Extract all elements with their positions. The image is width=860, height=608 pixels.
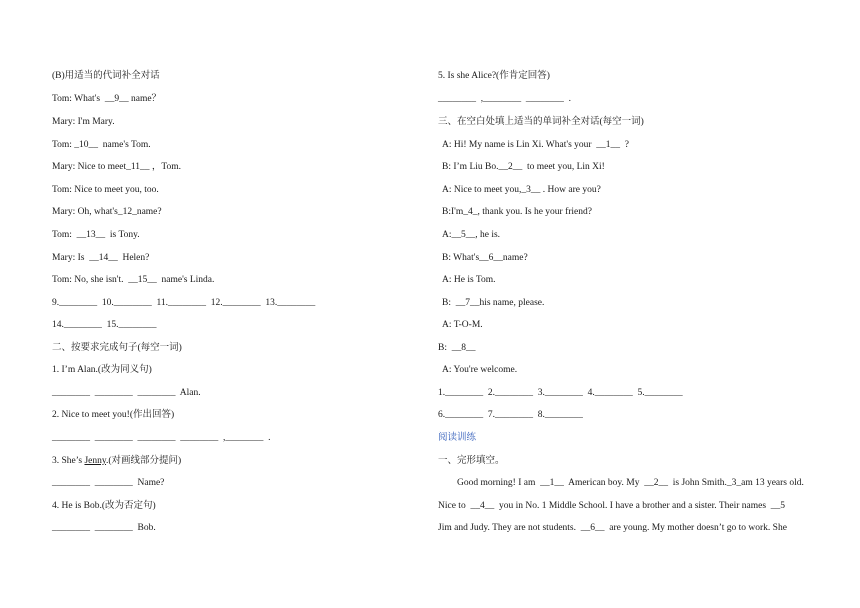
dialogue-line: Mary: Nice to meet_11__ ，Tom.	[52, 162, 182, 172]
dialogue-line: A: He is Tom.	[442, 275, 496, 285]
question-line: 4. He is Bob.(改为否定句)	[52, 501, 156, 511]
question-line: 5. Is she Alice?(作肯定回答)	[438, 71, 550, 81]
underlined-word: Jenny	[84, 456, 107, 466]
answer-blanks: ________ ________ ________ Alan.	[52, 388, 201, 398]
dialogue-line: B: I’m Liu Bo.__2__ to meet you, Lin Xi!	[442, 162, 605, 172]
reading-training-heading: 阅读训练	[438, 432, 477, 443]
answer-blanks: 9.________ 10.________ 11.________ 12.________ 13.________	[52, 298, 316, 308]
cloze-heading: 一、完形填空。	[438, 456, 505, 466]
answer-blanks: ________ ,________ ________ .	[438, 94, 571, 104]
dialogue-line: Mary: I'm Mary.	[52, 117, 115, 127]
dialogue-line: Tom: _10__ name's Tom.	[52, 140, 151, 150]
dialogue-line: A: Nice to meet you,_3__ . How are you?	[442, 185, 601, 195]
passage-line: Good morning! I am __1__ American boy. My __2__ is John Smith._3_am 13 years old.	[457, 478, 804, 488]
question-line: 2. Nice to meet you!(作出回答)	[52, 410, 175, 420]
section-two-heading: 二、按要求完成句子(每空一词)	[52, 343, 182, 353]
dialogue-line: A: T-O-M.	[442, 320, 483, 330]
question-text: 3. She’s	[52, 456, 85, 466]
dialogue-line: B:I'm_4_, thank you. Is he your friend?	[442, 207, 592, 217]
answer-blanks: 14.________ 15.________	[52, 320, 157, 330]
answer-blanks: ________ ________ Bob.	[52, 523, 156, 533]
question-line: 1. I’m Alan.(改为同义句)	[52, 365, 152, 375]
dialogue-line: B: What's__6__name?	[442, 253, 528, 263]
dialogue-line: A: You're welcome.	[442, 365, 518, 375]
dialogue-line: A: Hi! My name is Lin Xi. What's your __1__ ?	[442, 140, 630, 150]
answer-blanks: 1.________ 2.________ 3.________ 4.________ 5.________	[438, 388, 683, 398]
dialogue-line: B: __7__his name, please.	[442, 298, 545, 308]
section-b-heading: (B)用适当的代词补全对话	[52, 71, 160, 81]
dialogue-line: Mary: Oh, what's_12_name?	[52, 207, 162, 217]
dialogue-line: B: __8__	[438, 343, 476, 353]
dialogue-line: Mary: Is __14__ Helen?	[52, 253, 150, 263]
question-text: .(对画线部分提问)	[106, 456, 182, 466]
dialogue-line: A:__5__, he is.	[442, 230, 501, 240]
answer-blanks: 6.________ 7.________ 8.________	[438, 410, 583, 420]
answer-blanks: ________ ________ ________ ________ ,________ .	[52, 433, 271, 443]
dialogue-line: Tom: What's __9__ name？	[52, 94, 162, 104]
passage-line: Nice to __4__ you in No. 1 Middle School. I have a brother and a sister. Their names __5	[438, 501, 786, 511]
passage-line: Jim and Judy. They are not students. __6__ are young. My mother doesn’t go to work. She	[438, 523, 787, 533]
section-three-heading: 三、在空白处填上适当的单词补全对话(每空一词)	[438, 117, 644, 127]
dialogue-line: Tom: Nice to meet you, too.	[52, 185, 159, 195]
answer-blanks: ________ ________ Name?	[52, 478, 165, 488]
question-line	[52, 455, 181, 467]
dialogue-line: Tom: No, she isn't. __15__ name's Linda.	[52, 275, 215, 285]
dialogue-line: Tom: __13__ is Tony.	[52, 230, 140, 240]
